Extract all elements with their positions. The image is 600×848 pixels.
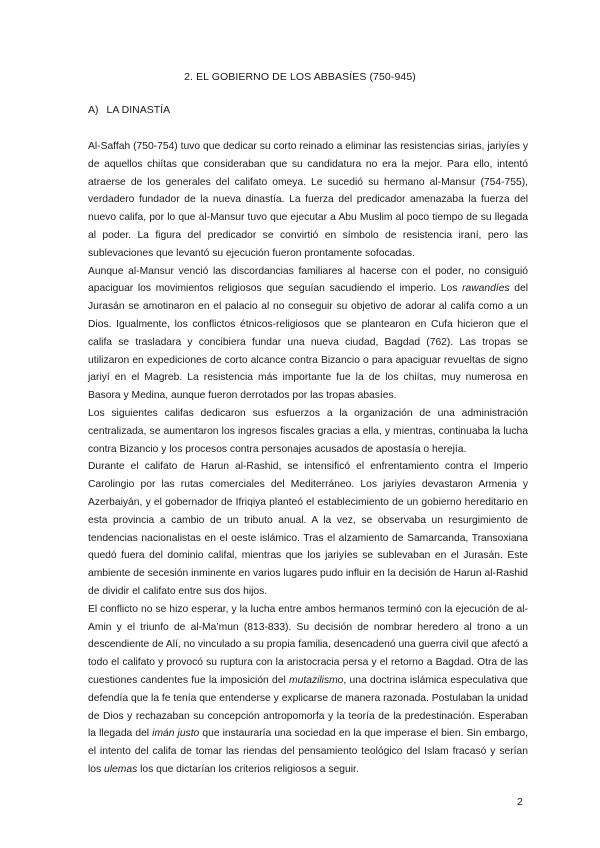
paragraph: [88, 138, 528, 263]
paragraph-text: Los siguientes califas dedicaron sus esfuerzos a la organización de una administración centralizada, se aumentaron los ingresos fiscales gracias a ella, y mientras, continuaba la lucha contra Bizancio y los procesos contra personajes acusados de apostasía o herejía.: [88, 407, 528, 455]
subsection-title: LA DINASTÍA: [106, 104, 171, 116]
subsection-heading: [88, 104, 170, 116]
subsection-label: A): [88, 104, 99, 116]
paragraph-text: los que dictarían los criterios religiosos a seguir.: [137, 763, 359, 775]
body-text: [88, 138, 528, 779]
paragraph-text: Aunque al-Mansur venció las discordancias familiares al hacerse con el poder, no consiguió apaciguar los movimientos religiosos que seguían sacudiendo el imperio. Los: [88, 265, 528, 295]
paragraph-text: , una doctrina islámica especulativa que defendía que la fe tenía que entenderse y explicarse de manera razonada. Postulaban la unidad de Dios y rechazaban su concepción antropomorfa y la teoría de la predestinación. Esperaban la llegada del: [88, 674, 529, 740]
page-number: 2: [517, 796, 523, 808]
paragraph-text: Al-Saffah (750-754) tuvo que dedicar su corto reinado a eliminar las resistencias sirias, jariyíes y de aquellos chiítas que consideraban que su candidatura no era la mejor. Para ello, intentó atraerse de los generales del califato omeya. Le sucedió su hermano al-Mansur (754-755), verdadero fundador de la nueva dinastía. La fuerza del predicador amenazaba la fuerza del nuevo califa, por lo que al-Mansur tuvo que ejecutar a Abu Muslim al poco tiempo de su llegada al poder. La figura del predicador se convirtió en símbolo de resistencia iraní, pero las sublevaciones que levantó su ejecución fueron prontamente sofocadas.: [88, 141, 528, 259]
italic-term: ulemas: [104, 763, 138, 775]
paragraph-text: que instauraría una sociedad en la que imperase el bien. Sin embargo, el intento del califa de tomar las riendas del pensamiento teológico del Islam fracasó y serían los: [88, 728, 529, 775]
italic-term: imán justo: [152, 728, 200, 740]
paragraph: [88, 405, 528, 458]
section-heading: 2. EL GOBIERNO DE LOS ABBASÍES (750-945): [184, 71, 416, 83]
paragraph-text: del Jurasán se amotinaron en el palacio al no conseguir su objetivo de adorar al califa como a un Dios. Igualmente, los conflictos étnicos-religiosos que se plantearon en Cufa hicieron que el califa se trasladara y concibiera fundar una nueva ciudad, Bagdad (762). Las tropas se utilizaron en expediciones de corto alcance contra Bizancio o para apaciguar revueltas de signo jariyí en el Magreb. La resistencia más importante fue la de los chiítas, muy numerosa en Basora y Medina, aunque fueron derrotados por las tropas abasíes.: [88, 283, 528, 402]
paragraph: [88, 263, 528, 405]
paragraph-text: Durante el califato de Harun al-Rashid, se intensificó el enfrentamiento contra el Imperio Carolingio por las rutas comerciales del Mediterráneo. Los jariyíes devastaron Armenia y Azerbaiyán, y el gobernador de Ifriqiya planteó el establecimiento de un gobierno hereditario en esta provincia a cambio de un tributo anual. A la vez, se observaba un resurgimiento de tendencias nacionalistas en el oeste islámico. Tras el alzamiento de Samarcanda, Transoxiana quedó fuera del dominio califal, mientras que los jariyíes se sublevaban en el Jurasán. Este ambiente de secesión inminente en varios lugares pudo influir en la decisión de Harun al-Rashid de dividir el califato entre sus dos hijos.: [88, 461, 528, 597]
italic-term: rawandíes: [462, 283, 510, 295]
italic-term: mutazilismo: [289, 674, 344, 686]
paragraph: [88, 601, 528, 779]
paragraph: [88, 458, 528, 600]
paragraph-text: El conflicto no se hizo esperar, y la lucha entre ambos hermanos terminó con la ejecución de al-Amin y el triunfo de al-Ma’mun (813-833). Su decisión de nombrar heredero al trono a un descendiente de Alí, no vinculado a su propia familia, desencadenó una guerra civil que afectó a todo el califato y provocó su ruptura con la aristocracia persa y el retorno a Bagdad. Otra de las cuestiones candentes fue la imposición del: [88, 603, 528, 686]
